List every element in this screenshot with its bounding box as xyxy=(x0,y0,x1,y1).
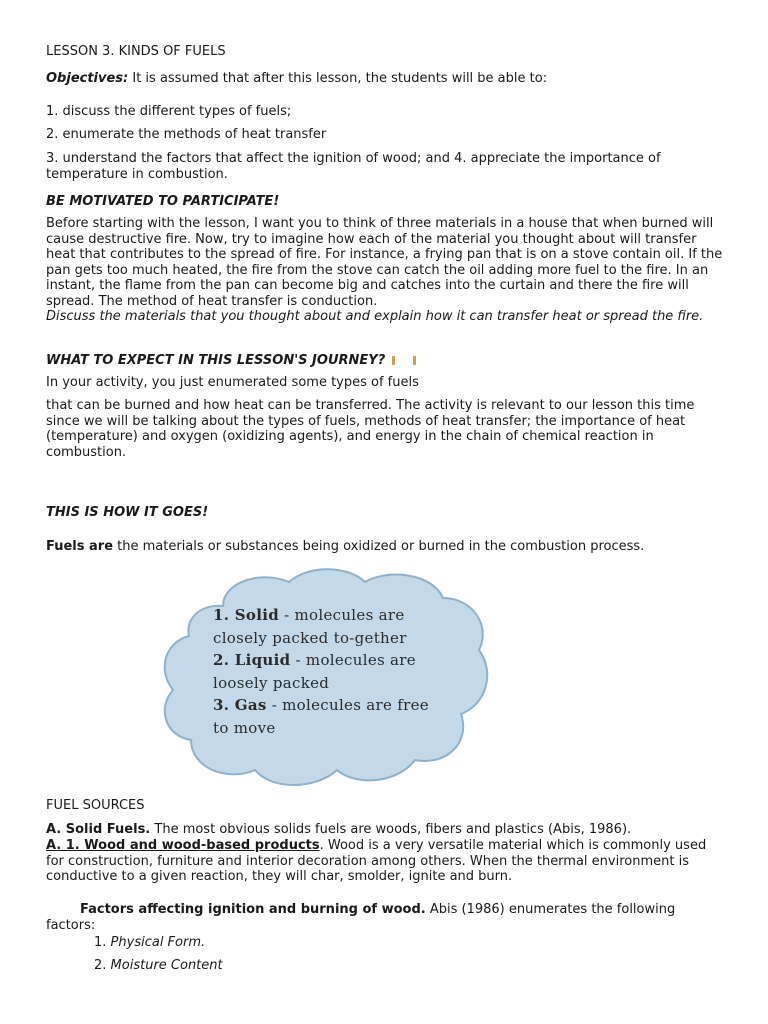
factors-text: Abis (1986) enumerates the following factors: xyxy=(46,902,676,933)
objectives-paragraph xyxy=(46,71,726,87)
decorative-dot-icon xyxy=(413,356,416,365)
factors-label: Factors affecting ignition and burning of wood. xyxy=(80,902,426,917)
factor-item-1: 1. Physical Form. xyxy=(94,935,206,950)
fuels-text: the materials or substances being oxidized or burned in the combustion process. xyxy=(113,539,645,554)
expect-heading: WHAT TO EXPECT IN THIS LESSON'S JOURNEY? xyxy=(46,353,386,368)
expect-heading-line xyxy=(46,353,726,369)
motivated-heading: BE MOTIVATED TO PARTICIPATE! xyxy=(46,194,280,209)
motivated-body: Before starting with the lesson, I want you to think of three materials in a house that when burned will cause destructive fire. Now, try to imagine how each of the material you thought about will transfer heat that contributes to the spread of fire. For instance, a frying pan that is on a stove contain oil. If the pan gets too much heated, the fire from the stove can catch the oil adding more fuel to the fire. In an instant, the flame from the pan can become big and catches into the curtain and there the fire will spread. The method of heat transfer is conduction. xyxy=(46,216,723,309)
how-heading: THIS IS HOW IT GOES! xyxy=(46,505,209,520)
objectives-label: Objectives: xyxy=(46,71,129,86)
objective-item-1: 1. discuss the different types of fuels; xyxy=(46,104,292,119)
objectives-text: It is assumed that after this lesson, the students will be able to: xyxy=(128,71,548,86)
solid-fuels-paragraph xyxy=(46,822,726,838)
wood-products-label: A. 1. Wood and wood-based products xyxy=(46,838,320,853)
wood-products-paragraph xyxy=(46,838,726,885)
cloud-item-gas: 3. Gas - molecules are free to move xyxy=(213,696,429,737)
motivated-italic: Discuss the materials that you thought about and explain how it can transfer heat or spread the fire. xyxy=(46,309,704,324)
lesson-title: LESSON 3. KINDS OF FUELS xyxy=(46,44,226,59)
solid-fuels-label: A. Solid Fuels. xyxy=(46,822,151,837)
expect-body: that can be burned and how heat can be transferred. The activity is relevant to our lesson this time since we will be talking about the types of fuels, methods of heat transfer; the importance of heat (temperature) and oxygen (oxidizing agents), and energy in the chain of chemical reaction in combustion. xyxy=(46,398,695,460)
objective-item-3: 3. understand the factors that affect the ignition of wood; and 4. appreciate the importance of temperature in combustion. xyxy=(46,151,661,182)
wood-products-text: . Wood is a very versatile material which is commonly used for construction, furniture and interior decoration among others. When the thermal environment is conductive to a given reaction, they will char, smolder, ignite and burn. xyxy=(46,838,707,884)
expect-line1: In your activity, you just enumerated some types of fuels xyxy=(46,375,419,390)
objective-item-2: 2. enumerate the methods of heat transfer xyxy=(46,127,327,142)
solid-fuels-text: The most obvious solids fuels are woods, fibers and plastics (Abis, 1986). xyxy=(150,822,632,837)
fuels-definition xyxy=(46,539,726,555)
cloud-text xyxy=(213,604,433,739)
motivated-section xyxy=(46,216,726,325)
states-of-matter-cloud xyxy=(161,568,491,788)
fuels-label: Fuels are xyxy=(46,539,114,554)
factors-paragraph xyxy=(46,902,726,933)
cloud-item-liquid: 2. Liquid - molecules are loosely packed xyxy=(213,651,416,692)
factor-item-2: 2. Moisture Content xyxy=(94,958,223,973)
fuel-sources-heading: FUEL SOURCES xyxy=(46,798,145,813)
decorative-dot-icon xyxy=(392,356,395,365)
cloud-item-solid: 1. Solid - molecules are closely packed to-gether xyxy=(213,606,407,647)
